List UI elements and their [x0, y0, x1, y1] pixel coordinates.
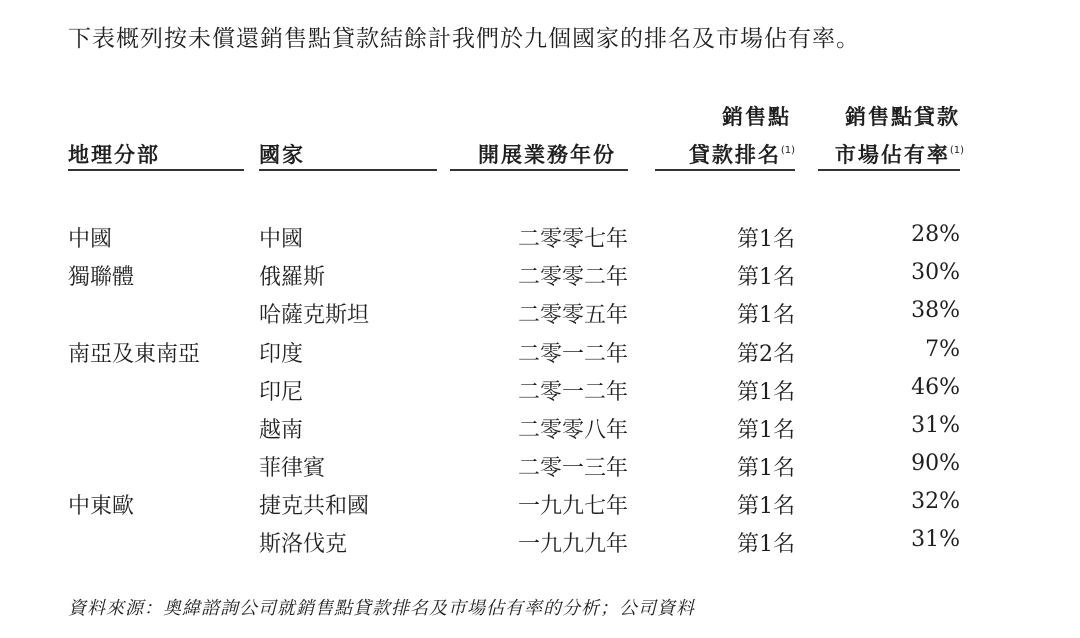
cell-year: 二零一三年 — [517, 456, 628, 481]
cell-rank: 第1名 — [737, 494, 795, 519]
cell-share: 7% — [925, 337, 960, 362]
cell-country: 俄羅斯 — [259, 265, 326, 290]
cell-country: 印度 — [259, 342, 304, 367]
header-rank-note: (1) — [780, 145, 795, 156]
cell-year: 二零零五年 — [517, 303, 628, 328]
source-note: 資料來源：奧緯諮詢公司就銷售點貸款排名及市場佔有率的分析；公司資料 — [68, 598, 695, 619]
cell-country: 哈薩克斯坦 — [259, 303, 370, 328]
cell-year: 二零零七年 — [517, 227, 628, 252]
cell-region: 中東歐 — [68, 494, 135, 519]
header-rank-line1: 銷售點 — [722, 105, 791, 129]
cell-rank: 第1名 — [737, 227, 795, 252]
cell-rank: 第1名 — [737, 456, 795, 481]
cell-rank: 第1名 — [737, 265, 795, 290]
cell-country: 印尼 — [259, 380, 304, 405]
cell-year: 二零零二年 — [517, 265, 628, 290]
cell-year: 一九九九年 — [517, 532, 628, 557]
cell-share: 28% — [911, 222, 960, 247]
cell-share: 30% — [911, 260, 960, 285]
header-year: 開展業務年份 — [478, 143, 616, 167]
cell-year: 一九九七年 — [517, 494, 628, 519]
cell-country: 越南 — [259, 418, 304, 443]
cell-region: 南亞及東南亞 — [68, 342, 201, 367]
cell-share: 31% — [911, 527, 960, 552]
cell-share: 32% — [911, 489, 960, 514]
cell-share: 31% — [911, 413, 960, 438]
header-rule-share — [818, 169, 960, 171]
header-share-line1: 銷售點貸款 — [845, 105, 960, 129]
cell-rank: 第1名 — [737, 303, 795, 328]
header-rank-line2: 貸款排名 — [688, 143, 781, 167]
cell-year: 二零一二年 — [517, 380, 628, 405]
cell-year: 二零一二年 — [517, 342, 628, 367]
intro-text: 下表概列按未償還銷售點貸款結餘計我們於九個國家的排名及市場佔有率。 — [68, 26, 860, 52]
header-country: 國家 — [259, 143, 305, 167]
cell-rank: 第2名 — [737, 342, 795, 367]
header-rule-rank — [655, 169, 795, 171]
cell-share: 46% — [911, 375, 960, 400]
cell-country: 捷克共和國 — [259, 494, 370, 519]
cell-year: 二零零八年 — [517, 418, 628, 443]
cell-country: 中國 — [259, 227, 304, 252]
cell-country: 斯洛伐克 — [259, 532, 348, 557]
header-rule-year — [450, 169, 628, 171]
header-rule-region — [68, 169, 244, 171]
cell-rank: 第1名 — [737, 532, 795, 557]
header-share-line2: 市場佔有率 — [834, 143, 950, 167]
cell-rank: 第1名 — [737, 418, 795, 443]
cell-region: 獨聯體 — [68, 265, 135, 290]
cell-rank: 第1名 — [737, 380, 795, 405]
header-share-note: (1) — [949, 145, 964, 156]
cell-share: 90% — [911, 451, 960, 476]
cell-share: 38% — [911, 298, 960, 323]
header-share-line2-wrap — [812, 139, 964, 169]
header-rank-line2-wrap — [655, 139, 795, 169]
header-region: 地理分部 — [68, 143, 160, 167]
header-rule-country — [259, 169, 437, 171]
cell-country: 菲律賓 — [259, 456, 326, 481]
cell-region: 中國 — [68, 227, 113, 252]
